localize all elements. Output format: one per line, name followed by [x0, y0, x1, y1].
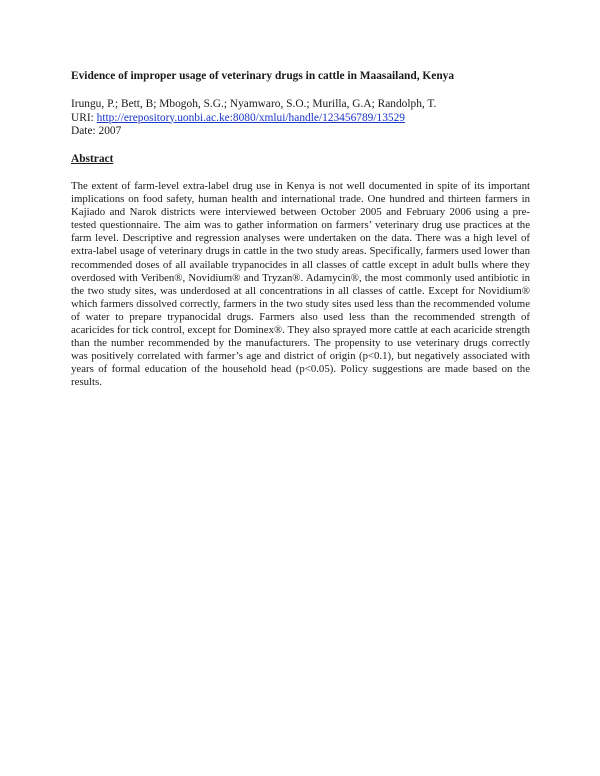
abstract-heading: Abstract: [71, 153, 114, 165]
uri-line: [71, 112, 541, 126]
abstract-text: The extent of farm-level extra-label drug use in Kenya is not well documented in spite of its important implications on food safety, human health and international trade. One hundred and thirteen farmers in Kajiado and Narok districts were interviewed between October 2005 and February 2006 using a pre-tested questionnaire. The aim was to gather information on farmers’ veterinary drug use practices at the farm level. Descriptive and regression analyses were undertaken on the data. There was a high level of extra-label usage of veterinary drugs in cattle in the two study areas. Specifically, farmers used lower than recommended doses of all available trypanocides in all classes of cattle except in adult bulls where they overdosed with Veriben®, Novidium® and Tryzan®. Adamycin®, the most commonly used antibiotic in the two study sites, was underdosed at all concentrations in all classes of cattle. Except for Novidium® which farmers dissolved correctly, farmers in the two study sites used less than the recommended volume of water to prepare trypanocidal drugs. Farmers also used less than the recommended strength of acaricides for tick control, except for Dominex®. They also sprayed more cattle at each acaricide strength than the number recommended by the manufacturers. The propensity to use veterinary drugs correctly was positively correlated with farmer’s age and district of origin (p<0.1), but negatively associated with years of formal education of the household head (p<0.05). Policy suggestions are made based on the results.: [71, 180, 530, 389]
document-title: Evidence of improper usage of veterinary drugs in cattle in Maasailand, Kenya: [71, 70, 455, 82]
uri-label: URI:: [71, 111, 97, 124]
document-metadata: [71, 98, 541, 139]
date-line: Date: 2007: [71, 125, 122, 137]
authors-line: Irungu, P.; Bett, B; Mbogoh, S.G.; Nyamwaro, S.O.; Murilla, G.A; Randolph, T.: [71, 98, 437, 110]
uri-link[interactable]: http://erepository.uonbi.ac.ke:8080/xmlui/handle/123456789/13529: [96, 111, 405, 124]
